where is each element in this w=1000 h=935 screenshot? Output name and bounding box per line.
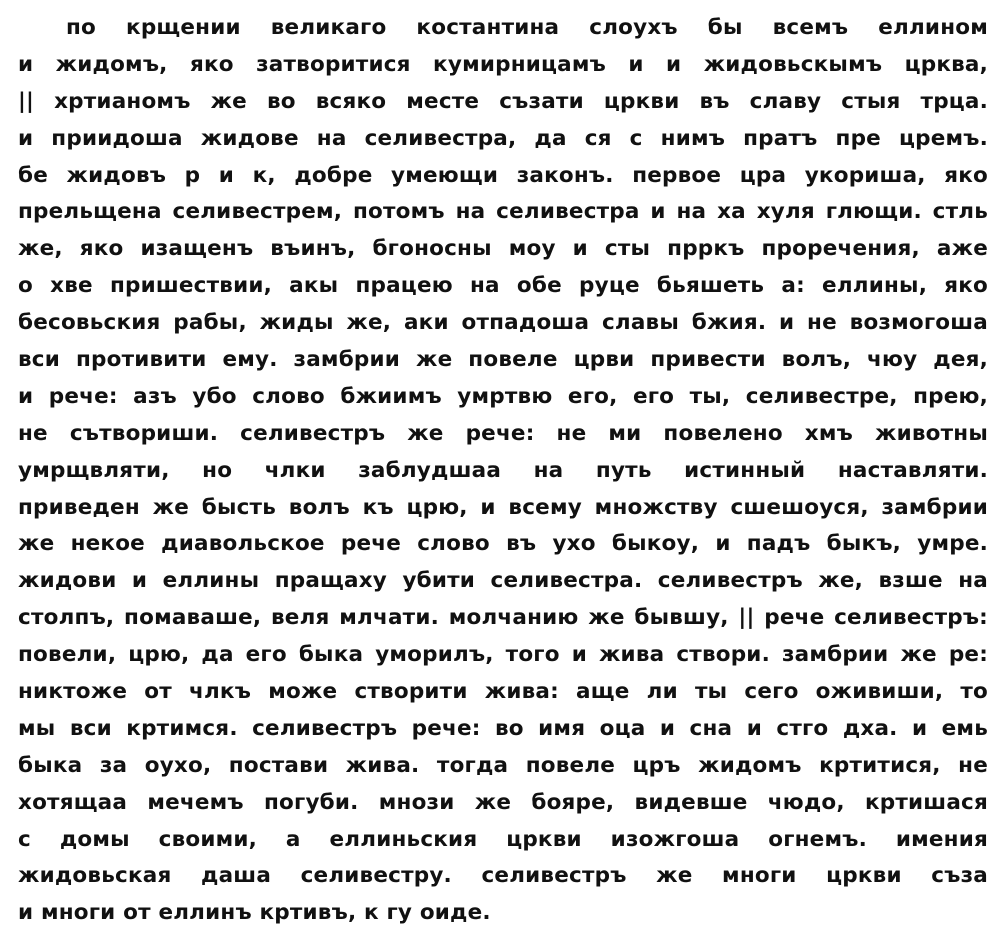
text-line-17: столпъ, помаваше, веля млчати. молчанию же бывшу, || рече селивестръ: xyxy=(18,605,988,631)
text-line-22: хотящаа мечемъ погуби. мнози же бояре, видевше чюдо, кртишася xyxy=(18,789,988,815)
text-line-2: и жидомъ, яко затворитися кумирницамъ и и жидовьскымъ црква, xyxy=(18,51,988,77)
text-line-1: по крщении великаго костантина слоухъ бы всемъ еллином xyxy=(66,15,988,40)
text-line-7: же, яко изащенъ въинъ, бгоносны моу и сты прркъ проречения, аже xyxy=(18,236,988,262)
text-line-12: не сътвориши. селивестръ же рече: не ми повелено хмъ животны xyxy=(18,420,988,446)
text-line-15: же некое диавольское рече слово въ ухо быкоу, и падъ быкъ, умре. xyxy=(18,531,988,557)
text-line-5: бе жидовъ р и к, добре умеющи законъ. первое цра укориша, яко xyxy=(18,162,988,188)
text-line-6: прельщена селивестрем, потомъ на селивестра и на ха хуля глющи. стль xyxy=(18,199,988,225)
text-line-21: быка за оухо, постави жива. тогда повеле цръ жидомъ кртитися, не xyxy=(18,752,988,778)
text-line-24: жидовьская даша селивестру. селивестръ же многи цркви съза xyxy=(18,863,988,889)
slavonic-text-block xyxy=(18,10,988,932)
text-line-18: повели, црю, да его быка уморилъ, того и жива створи. замбрии же ре: xyxy=(18,642,988,668)
text-line-16: жидови и еллины пращаху убити селивестра. селивестръ же, взше на xyxy=(18,568,988,594)
text-line-20: мы вси кртимся. селивестръ рече: во имя оца и сна и стго дха. и емь xyxy=(18,715,988,741)
text-line-10: вси противити ему. замбрии же повеле црви привести волъ, чюу дея, xyxy=(18,347,988,373)
text-line-25: и многи от еллинъ кртивъ, к гу оиде. xyxy=(18,900,491,926)
text-line-8: о хве пришествии, акы працею на обе руце бьяшеть а: еллины, яко xyxy=(18,273,988,299)
text-line-3: || хртианомъ же во всяко месте съзати цркви въ славу стыя трца. xyxy=(18,88,988,114)
text-line-4: и приидоша жидове на селивестра, да ся с нимъ пратъ пре цремъ. xyxy=(18,125,988,151)
text-line-11: и рече: азъ убо слово бжиимъ умртвю его, его ты, селивестре, прею, xyxy=(18,383,988,409)
text-line-9: бесовьския рабы, жиды же, аки отпадоша славы бжия. и не возмогоша xyxy=(18,310,988,336)
text-line-14: приведен же бысть волъ къ црю, и всему множству сшешоуся, замбрии xyxy=(18,494,988,520)
text-line-23: с домы своими, а еллиньския цркви изожгоша огнемъ. имения xyxy=(18,826,988,852)
text-line-13: умрщвляти, но члки заблудшаа на путь истинный наставляти. xyxy=(18,457,988,483)
text-line-19: никтоже от члкъ може створити жива: аще ли ты сего оживиши, то xyxy=(18,679,988,705)
